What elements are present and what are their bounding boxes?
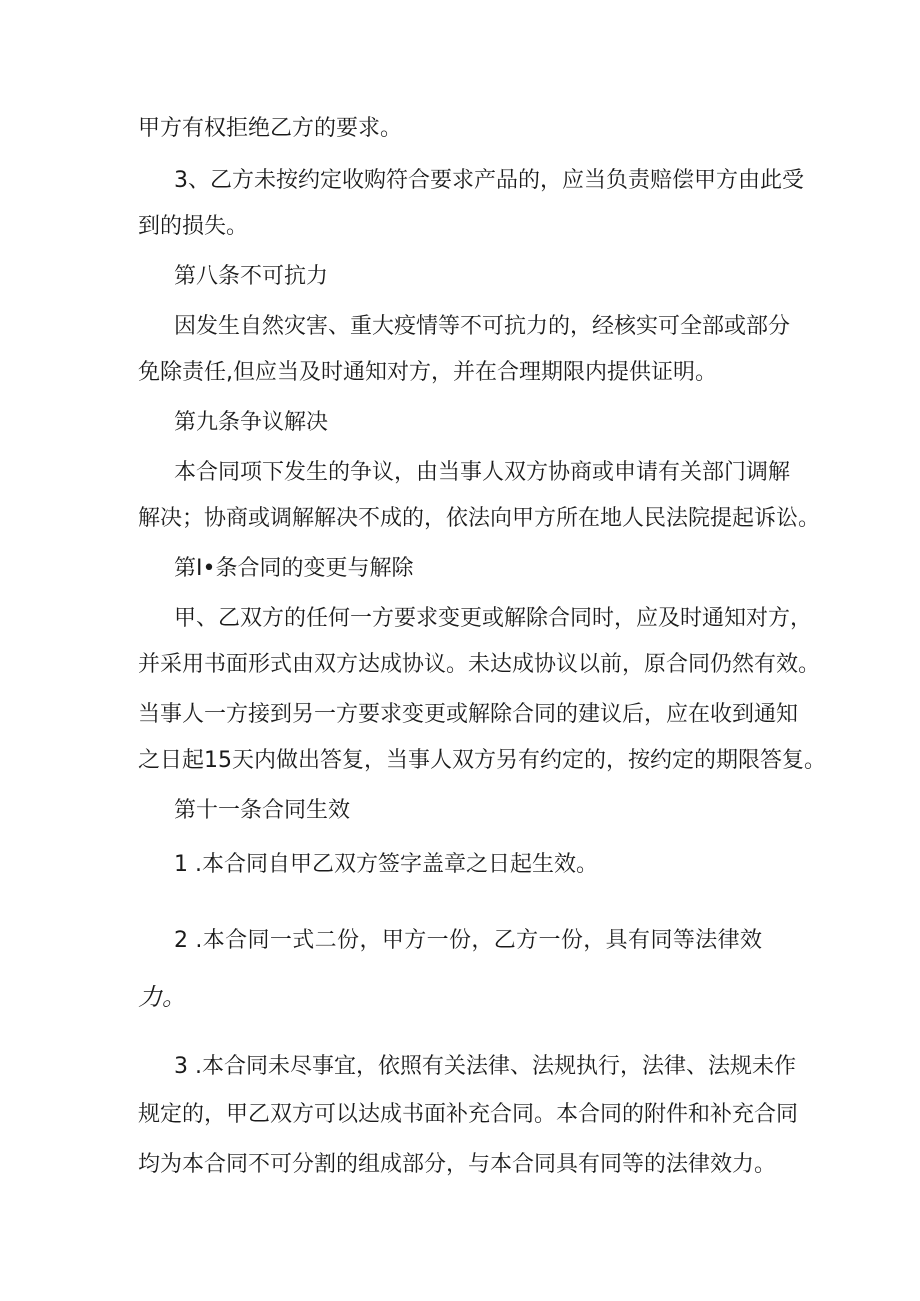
text-line: 甲、乙双方的任何一方要求变更或解除合同时，应及时通知对方， (174, 606, 813, 631)
text-line: 3、乙方未按约定收购符合要求产品的，应当负责赔偿甲方由此受 (174, 168, 804, 193)
text-line: 均为本合同不可分割的组成部分，与本合同具有同等的法律效力。 (138, 1152, 777, 1177)
text-line: 解决；协商或调解解决不成的，依法向甲方所在地人民法院提起诉讼。 (138, 506, 821, 531)
section-heading: 第十一条合同生效 (174, 798, 351, 823)
text-line: 1 .本合同自甲乙双方签字盖章之日起生效。 (174, 852, 598, 877)
section-heading: 第九条争议解决 (174, 410, 329, 435)
text-line: 当事人一方接到另一方要求变更或解除合同的建议后，应在收到通知 (138, 702, 799, 727)
text-line: 2 .本合同一式二份，甲方一份，乙方一份，具有同等法律效 (174, 928, 762, 953)
text-line: 并采用书面形式由双方达成协议。未达成协议以前，原合同仍然有效。 (138, 652, 821, 677)
text-line: 3 .本合同未尽事宜，依照有关法律、法规执行，法律、法规未作 (174, 1054, 796, 1079)
text-line: 力。 (138, 983, 186, 1011)
text-line: 本合同项下发生的争议，由当事人双方协商或申请有关部门调解 (174, 460, 791, 485)
text-line: 到的损失。 (138, 214, 249, 239)
text-line: 之日起15天内做出答复，当事人双方另有约定的，按约定的期限答复。 (138, 748, 826, 773)
section-heading: 第I•条合同的变更与解除 (174, 556, 414, 581)
text-line: 因发生自然灾害、重大疫情等不可抗力的，经核实可全部或部分 (174, 314, 791, 339)
text-line: 免除责任,但应当及时通知对方，并在合理期限内提供证明。 (138, 360, 717, 385)
text-line: 规定的，甲乙双方可以达成书面补充合同。本合同的附件和补充合同 (138, 1102, 799, 1127)
section-heading: 第八条不可抗力 (174, 264, 329, 289)
text-line: 甲方有权拒绝乙方的要求。 (138, 116, 403, 141)
